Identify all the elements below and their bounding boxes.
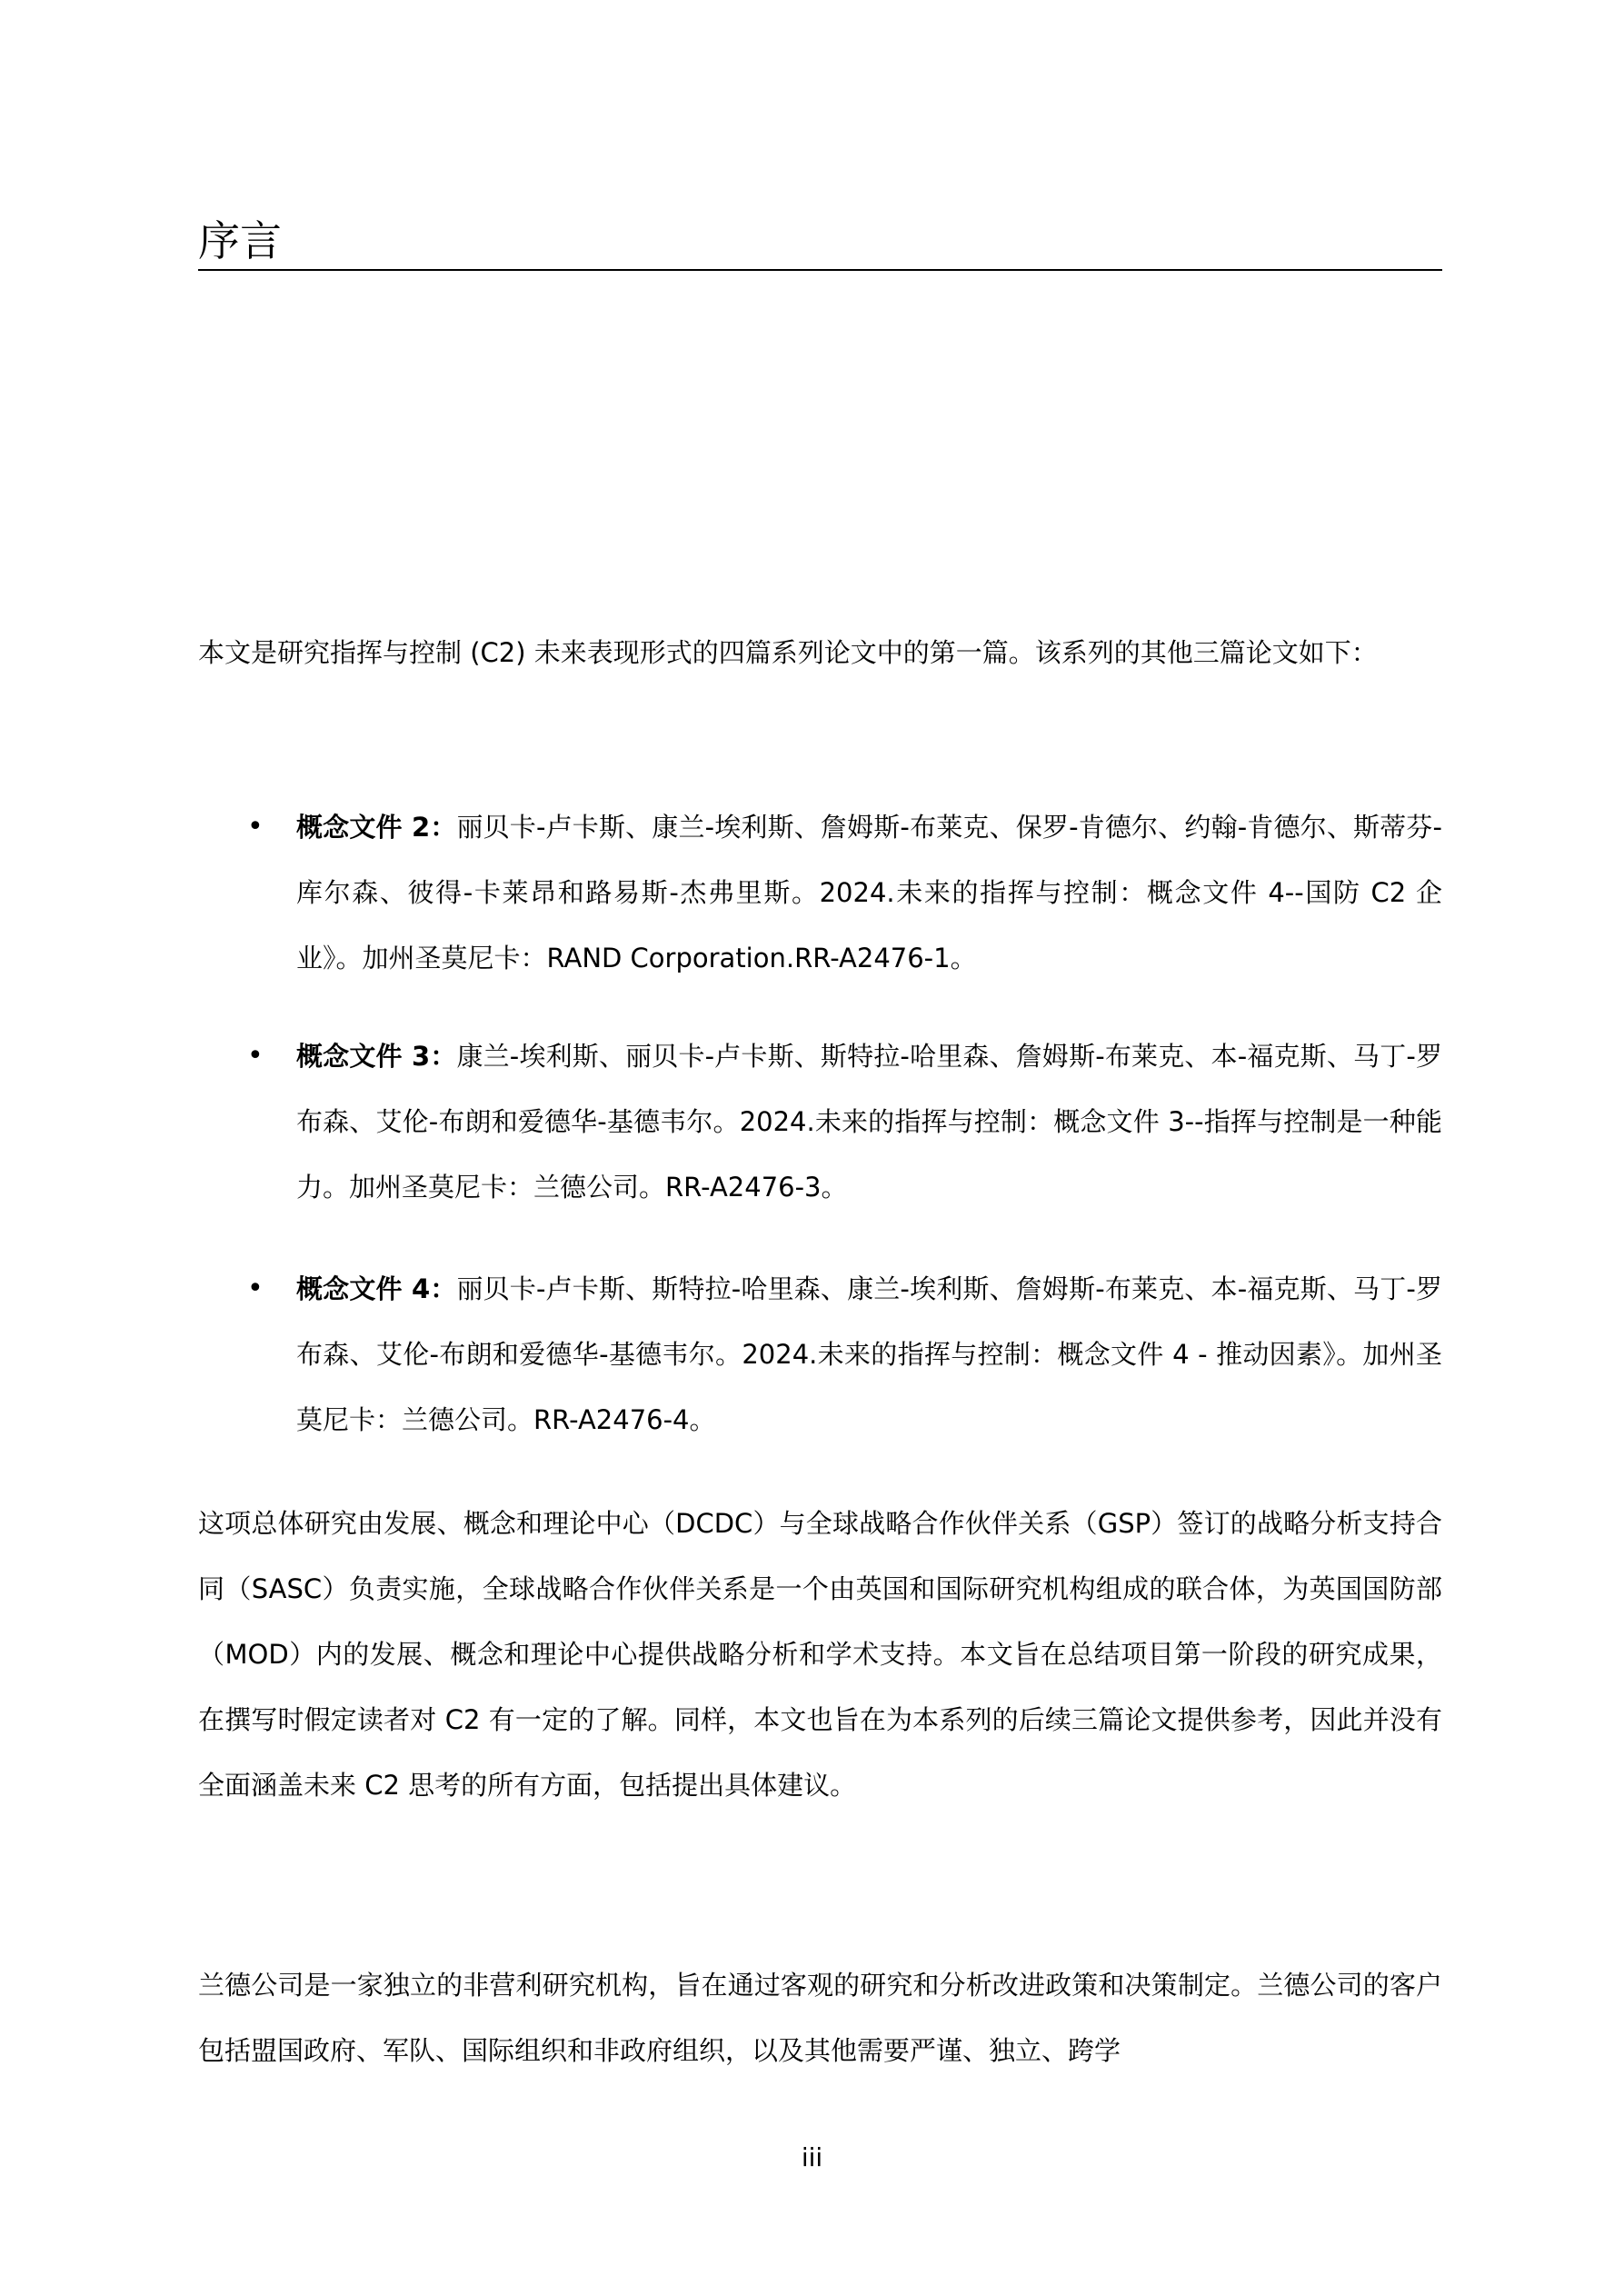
body-paragraph: 兰德公司是一家独立的非营利研究机构，旨在通过客观的研究和分析改进政策和决策制定。兰德公司的客户包括盟国政府、军队、国际组织和非政府组织，以及其他需要严谨、独立、跨学: [198, 1970, 1442, 2066]
list-item: [296, 1256, 1442, 1452]
list-item-text: 康兰-埃利斯、丽贝卡-卢卡斯、斯特拉-哈里森、詹姆斯-布莱克、本-福克斯、马丁-罗布森、艾伦-布朗和爱德华-基德韦尔。2024.未来的指挥与控制：概念文件 3--指挥与控制是一种能力。加州圣莫尼卡：兰德公司。RR-A2476-3。: [296, 1041, 1442, 1203]
list-item-label: 概念文件 2：: [296, 812, 457, 843]
page-number: iii: [801, 2142, 823, 2172]
list-item-label: 概念文件 3：: [296, 1041, 457, 1072]
list-item-text: 丽贝卡-卢卡斯、斯特拉-哈里森、康兰-埃利斯、詹姆斯-布莱克、本-福克斯、马丁-罗布森、艾伦-布朗和爱德华-基德韦尔。2024.未来的指挥与控制：概念文件 4 - 推动因素》。加州圣莫尼卡：兰德公司。RR-A2476-4。: [296, 1273, 1442, 1435]
list-item-text: 丽贝卡-卢卡斯、康兰-埃利斯、詹姆斯-布莱克、保罗-肯德尔、约翰-肯德尔、斯蒂芬-库尔森、彼得-卡莱昂和路易斯-杰弗里斯。2024.未来的指挥与控制：概念文件 4--国防 C2 企业》。加州圣莫尼卡：RAND Corporation.RR-A2476-1。: [296, 812, 1442, 973]
list-item-label: 概念文件 4：: [296, 1273, 457, 1304]
bullet-icon: •: [247, 811, 264, 843]
bullet-icon: •: [247, 1273, 264, 1304]
section-heading: [198, 215, 1442, 271]
list-item: [296, 794, 1442, 991]
intro-paragraph: 本文是研究指挥与控制 (C2) 未来表现形式的四篇系列论文中的第一篇。该系列的其他三篇论文如下：: [198, 637, 1378, 668]
bullet-icon: •: [247, 1040, 264, 1072]
list-item: [296, 1023, 1442, 1220]
heading-title: 序言: [198, 216, 282, 265]
body-paragraph: 这项总体研究由发展、概念和理论中心（DCDC）与全球战略合作伙伴关系（GSP）签订的战略分析支持合同（SASC）负责实施，全球战略合作伙伴关系是一个由英国和国际研究机构组成的联合体，为英国国防部（MOD）内的发展、概念和理论中心提供战略分析和学术支持。本文旨在总结项目第一阶段的研究成果，在撰写时假定读者对 C2 有一定的了解。同样，本文也旨在为本系列的后续三篇论文提供参考，因此并没有全面涵盖未来 C2 思考的所有方面，包括提出具体建议。: [198, 1508, 1442, 1801]
